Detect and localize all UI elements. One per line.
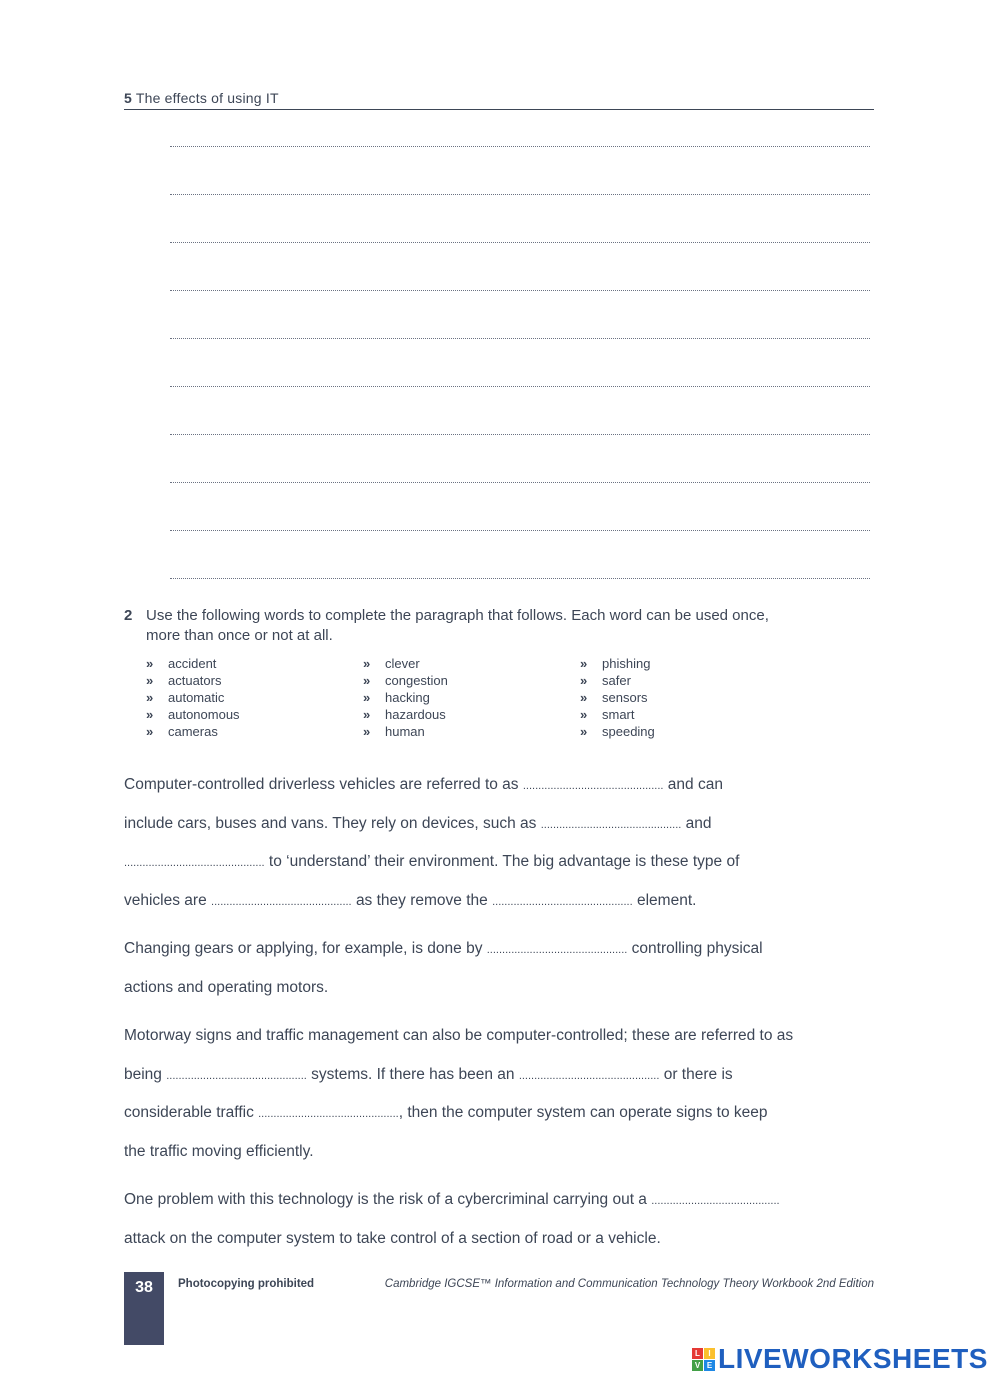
answer-line[interactable] [170, 290, 870, 291]
word-item: » hacking [363, 690, 430, 705]
blank-field[interactable]: .............................................. [522, 780, 664, 792]
logo-text: LIVEWORKSHEETS [718, 1343, 988, 1374]
word-item: » safer [580, 673, 631, 688]
blank-field[interactable]: .............................................. [258, 1108, 399, 1120]
paragraph-line: actions and operating motors. [124, 979, 329, 996]
answer-line[interactable] [170, 242, 870, 243]
paragraph-line: considerable traffic .............................................., then the computer system can operate signs to keep [124, 1104, 768, 1121]
photocopy-notice: Photocopying prohibited [178, 1278, 315, 1290]
chapter-title: The effects of using IT [135, 90, 279, 106]
book-title: Cambridge IGCSE™ Information and Communication Technology Theory Workbook 2nd Edition [384, 1278, 874, 1290]
page-header [124, 90, 874, 110]
word-item: » speeding [580, 724, 655, 739]
paragraph-line: attack on the computer system to take control of a section of road or a vehicle. [124, 1230, 661, 1247]
paragraph-line: Changing gears or applying, for example, is done by .............................................. controlling physical [124, 940, 763, 957]
paragraph-line: Computer-controlled driverless vehicles are referred to as .............................................. and can [124, 776, 723, 793]
answer-line[interactable] [170, 194, 870, 195]
blank-field[interactable]: .............................................. [492, 896, 633, 908]
answer-line[interactable] [170, 530, 870, 531]
answer-line[interactable] [170, 338, 870, 339]
liveworksheets-logo [692, 1342, 988, 1376]
question-number: 2 [124, 607, 133, 624]
paragraph-line: include cars, buses and vans. They rely on devices, such as .............................................. and [124, 815, 712, 832]
word-item: » clever [363, 656, 420, 671]
question-2 [124, 606, 784, 646]
word-item: » phishing [580, 656, 651, 671]
word-item: » hazardous [363, 707, 446, 722]
question-text: Use the following words to complete the paragraph that follows. Each word can be used once, more than once or not at all. [146, 607, 769, 644]
word-item: » actuators [146, 673, 222, 688]
logo-grid-icon: L I V E [692, 1348, 715, 1371]
answer-line[interactable] [170, 482, 870, 483]
chapter-number: 5 [124, 90, 132, 106]
paragraph-line: vehicles are .............................................. as they remove the .............................................. element. [124, 892, 697, 909]
word-item: » autonomous [146, 707, 240, 722]
page-number: 38 [135, 1279, 153, 1296]
blank-field[interactable]: .............................................. [518, 1070, 660, 1082]
answer-line[interactable] [170, 434, 870, 435]
word-item: » cameras [146, 724, 218, 739]
blank-field[interactable]: .............................................. [211, 896, 352, 908]
blank-field[interactable]: .............................................. [166, 1070, 307, 1082]
word-item: » accident [146, 656, 217, 671]
blank-field[interactable]: .............................................. [540, 819, 682, 831]
word-item: » smart [580, 707, 635, 722]
paragraph-line: being .............................................. systems. If there has been an .............................................. or there is [124, 1066, 733, 1083]
word-item: » congestion [363, 673, 448, 688]
word-item: » human [363, 724, 425, 739]
answer-line[interactable] [170, 146, 870, 147]
word-item: » automatic [146, 690, 225, 705]
answer-line[interactable] [170, 578, 870, 579]
blank-field[interactable]: .......................................... [651, 1195, 780, 1207]
paragraph-line: One problem with this technology is the risk of a cybercriminal carrying out a .......................................... [124, 1191, 780, 1208]
blank-field[interactable]: .............................................. [124, 857, 265, 869]
paragraph-line: .............................................. to ‘understand’ their environment. The big advantage is these type of [124, 853, 740, 870]
paragraph-line: Motorway signs and traffic management can also be computer-controlled; these are referred to as [124, 1027, 794, 1044]
word-list-column-1 [146, 655, 240, 740]
word-list-column-2 [363, 655, 448, 740]
answer-line[interactable] [170, 386, 870, 387]
word-list-column-3 [580, 655, 655, 740]
paragraph-line: the traffic moving efficiently. [124, 1143, 314, 1160]
blank-field[interactable]: .............................................. [486, 944, 628, 956]
word-item: » sensors [580, 690, 648, 705]
